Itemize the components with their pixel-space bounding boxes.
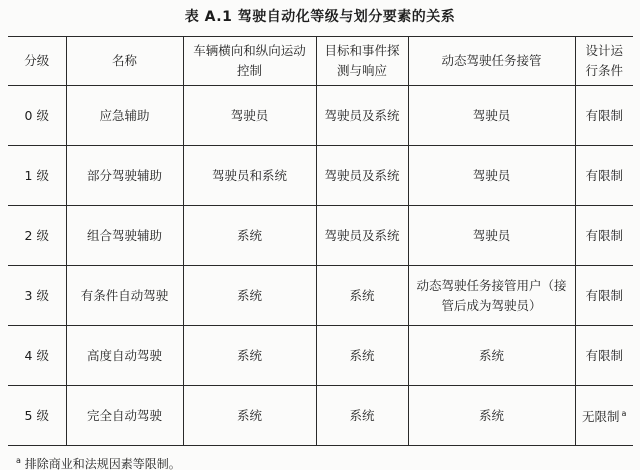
cell-odd-text: 无限制 <box>582 409 620 425</box>
cell-oedr: 驾驶员及系统 <box>316 206 408 266</box>
cell-level: 1 级 <box>8 146 66 206</box>
cell-fallback: 驾驶员 <box>408 146 575 206</box>
cell-name: 组合驾驶辅助 <box>66 206 183 266</box>
cell-odd: 有限制 <box>575 326 633 386</box>
cell-odd <box>575 386 633 446</box>
footnote-marker: a <box>16 455 21 465</box>
cell-level: 5 级 <box>8 386 66 446</box>
cell-fallback: 驾驶员 <box>408 86 575 146</box>
cell-odd: 有限制 <box>575 146 633 206</box>
cell-level: 0 级 <box>8 86 66 146</box>
cell-name: 应急辅助 <box>66 86 183 146</box>
header-motion-control: 车辆横向和纵向运动控制 <box>183 37 316 86</box>
cell-motion: 系统 <box>183 326 316 386</box>
footnote-text: 排除商业和法规因素等限制。 <box>24 456 181 470</box>
cell-fallback: 动态驾驶任务接管用户（接管后成为驾驶员） <box>408 266 575 326</box>
cell-motion: 系统 <box>183 266 316 326</box>
header-level: 分级 <box>8 37 66 86</box>
table-row <box>8 146 633 206</box>
cell-name: 部分驾驶辅助 <box>66 146 183 206</box>
header-oedr: 目标和事件探测与响应 <box>316 37 408 86</box>
footnote-cell <box>8 446 633 470</box>
header-fallback: 动态驾驶任务接管 <box>408 37 575 86</box>
cell-motion: 系统 <box>183 386 316 446</box>
cell-odd: 有限制 <box>575 206 633 266</box>
header-row <box>8 37 633 86</box>
cell-motion: 驾驶员和系统 <box>183 146 316 206</box>
cell-oedr: 驾驶员及系统 <box>316 146 408 206</box>
table-row <box>8 86 633 146</box>
cell-fallback: 驾驶员 <box>408 206 575 266</box>
cell-fallback: 系统 <box>408 326 575 386</box>
cell-level: 3 级 <box>8 266 66 326</box>
table-caption: 表 A.1 驾驶自动化等级与划分要素的关系 <box>184 9 456 25</box>
cell-level: 2 级 <box>8 206 66 266</box>
cell-name: 高度自动驾驶 <box>66 326 183 386</box>
cell-oedr: 系统 <box>316 266 408 326</box>
automation-levels-table <box>8 36 633 470</box>
cell-name: 有条件自动驾驶 <box>66 266 183 326</box>
footnote-row <box>8 446 633 470</box>
table-row <box>8 206 633 266</box>
table-row <box>8 326 633 386</box>
footnote-marker: a <box>621 408 627 418</box>
cell-motion: 系统 <box>183 206 316 266</box>
header-name: 名称 <box>66 37 183 86</box>
cell-oedr: 驾驶员及系统 <box>316 86 408 146</box>
cell-motion: 驾驶员 <box>183 86 316 146</box>
cell-oedr: 系统 <box>316 386 408 446</box>
cell-level: 4 级 <box>8 326 66 386</box>
cell-fallback: 系统 <box>408 386 575 446</box>
cell-odd: 有限制 <box>575 86 633 146</box>
cell-oedr: 系统 <box>316 326 408 386</box>
table-row <box>8 386 633 446</box>
cell-odd: 有限制 <box>575 266 633 326</box>
cell-name: 完全自动驾驶 <box>66 386 183 446</box>
table-row <box>8 266 633 326</box>
header-odd: 设计运行条件 <box>575 37 633 86</box>
